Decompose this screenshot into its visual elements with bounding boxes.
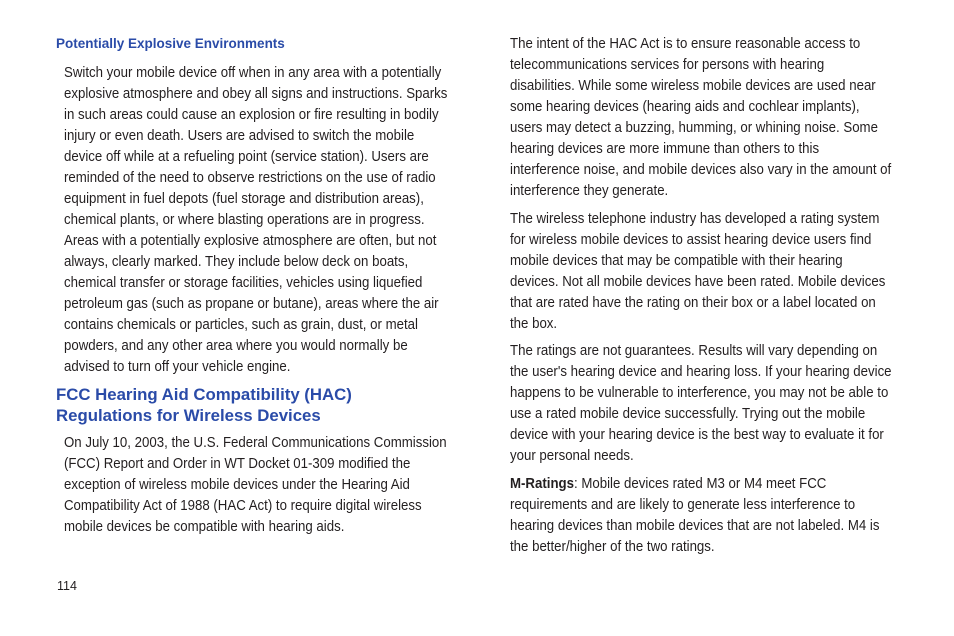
text-line: users may detect a buzzing, humming, or whining noise. Some	[510, 120, 878, 136]
text-line: explosive atmosphere and obey all signs and instructions. Sparks	[64, 86, 448, 102]
text-line: mobile devices that may be compatible with their hearing	[510, 253, 843, 269]
text-line: reminded of the need to observe restrictions on the use of radio	[64, 170, 436, 186]
section-subheading: Potentially Explosive Environments	[56, 36, 285, 51]
text-line: interference they generate.	[510, 183, 669, 199]
page-number: 114	[57, 579, 77, 593]
text-line: happens to be vulnerable to interference, you may not be able to	[510, 385, 889, 401]
text-line: device off while at a refueling point (service station). Users are	[64, 149, 429, 165]
m-ratings-definition: : Mobile devices rated M3 or M4 meet FCC	[573, 476, 827, 492]
text-line: The intent of the HAC Act is to ensure reasonable access to	[510, 36, 861, 52]
text-line: the box.	[510, 316, 558, 332]
text-line: mobile devices be compatible with hearing aids.	[64, 519, 345, 535]
text-line: always, clearly marked. They include below deck on boats,	[64, 254, 409, 270]
text-line: Areas with a potentially explosive atmosphere are often, but not	[64, 233, 437, 249]
m-ratings-term: M-Ratings	[510, 476, 574, 492]
text-line: injury or even death. Users are advised to switch the mobile	[64, 128, 415, 144]
text-line: On July 10, 2003, the U.S. Federal Communications Commission	[64, 435, 447, 451]
text-line: contains chemicals or particles, such as grain, dust, or metal	[64, 317, 418, 333]
text-line: petroleum gas (such as propane or butane), areas where the air	[64, 296, 439, 312]
text-line: exception of wireless mobile devices under the Hearing Aid	[64, 477, 410, 493]
text-line: device with your hearing device is the best way to evaluate it for	[510, 427, 884, 443]
ratings-guarantee-paragraph	[510, 341, 892, 467]
text-line: the user's hearing device and hearing loss. If your hearing device	[510, 364, 892, 380]
text-line: equipment in fuel depots (fuel storage and distribution areas),	[64, 191, 424, 207]
text-line	[510, 474, 879, 495]
text-line: that are rated have the rating on their box or a label located on	[510, 295, 876, 311]
text-line: hearing devices are more immune than others to this	[510, 141, 820, 157]
m-ratings-paragraph	[510, 474, 879, 558]
text-line: disabilities. While some wireless mobile devices are used near	[510, 78, 876, 94]
text-line: some hearing devices (hearing aids and cochlear implants),	[510, 99, 860, 115]
text-line: devices. Not all mobile devices have been rated. Mobile devices	[510, 274, 886, 290]
heading-line: FCC Hearing Aid Compatibility (HAC)	[56, 385, 352, 404]
text-line: Compatibility Act of 1988 (HAC Act) to require digital wireless	[64, 498, 422, 514]
text-line: in such areas could cause an explosion or fire resulting in bodily	[64, 107, 439, 123]
text-line: the better/higher of the two ratings.	[510, 539, 715, 555]
fcc-order-paragraph	[64, 433, 447, 538]
text-line: (FCC) Report and Order in WT Docket 01-309 modified the	[64, 456, 411, 472]
text-line: powders, and any other area where you would normally be	[64, 338, 408, 354]
text-line: The wireless telephone industry has developed a rating system	[510, 211, 880, 227]
rating-system-paragraph	[510, 209, 885, 335]
text-line: hearing devices than mobile devices that are not labeled. M4 is	[510, 518, 880, 534]
text-line: telecommunications services for persons with hearing	[510, 57, 825, 73]
heading-line: Regulations for Wireless Devices	[56, 406, 321, 425]
text-line: Switch your mobile device off when in any area with a potentially	[64, 65, 442, 81]
text-line: chemical plants, or where blasting operations are in progress.	[64, 212, 425, 228]
text-line: The ratings are not guarantees. Results will vary depending on	[510, 343, 878, 359]
text-line: your personal needs.	[510, 448, 634, 464]
hac-intent-paragraph	[510, 34, 891, 202]
text-line: advised to turn off your vehicle engine.	[64, 359, 291, 375]
explosive-environments-paragraph	[64, 63, 447, 378]
text-line: chemical transfer or storage facilities, vehicles using liquefied	[64, 275, 423, 291]
text-line: interference noise, and mobile devices also vary in the amount of	[510, 162, 892, 178]
text-line: requirements and are likely to generate less interference to	[510, 497, 856, 513]
section-heading	[56, 384, 476, 426]
text-line: for wireless mobile devices to assist hearing device users find	[510, 232, 872, 248]
text-line: use a rated mobile device successfully. Trying out the mobile	[510, 406, 866, 422]
